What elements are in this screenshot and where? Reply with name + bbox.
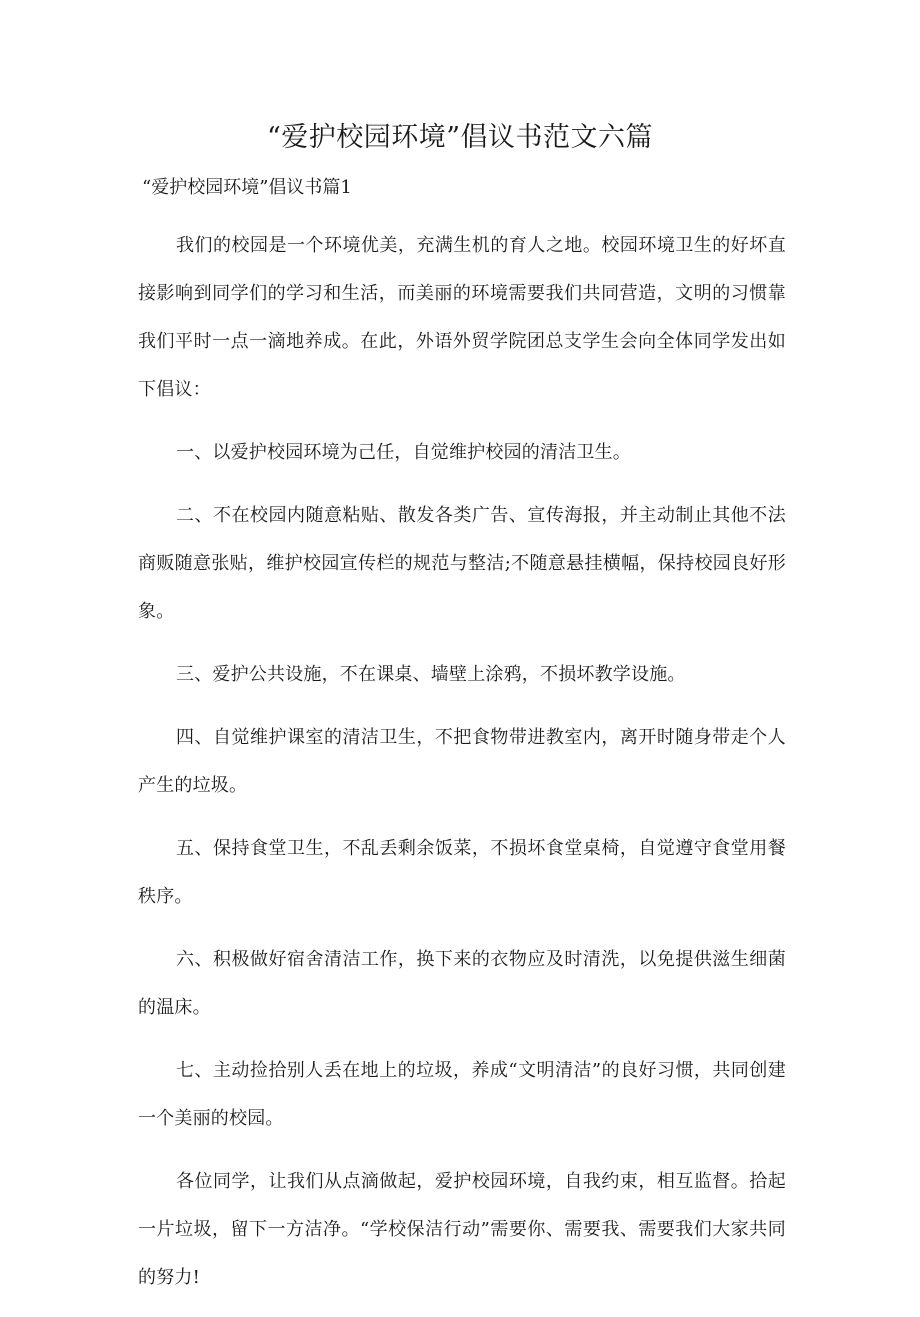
paragraph-intro: 我们的校园是一个环境优美，充满生机的育人之地。校园环境卫生的好坏直接影响到同学们的学习和生活，而美丽的环境需要我们共同营造，文明的习惯靠我们平时一点一滴地养成。在此，外语外贸学院团总支学生会向全体同学发出如下倡议： [138, 235, 786, 400]
document-title: “爱护校园环境”倡议书范文六篇 [266, 122, 654, 153]
paragraph-item-1: 一、以爱护校园环境为己任，自觉维护校园的清洁卫生。 [176, 442, 631, 463]
paragraph-item-3: 三、爱护公共设施，不在课桌、墙壁上涂鸦，不损坏教学设施。 [176, 664, 686, 685]
paragraph-item-6: 六、积极做好宿舍清洁工作，换下来的衣物应及时清洗，以免提供滋生细菌的温床。 [138, 949, 786, 1018]
paragraph-item-2: 二、不在校园内随意粘贴、散发各类广告、宣传海报，并主动制止其他不法商贩随意张贴，维护校园宣传栏的规范与整洁;不随意悬挂横幅，保持校园良好形象。 [138, 505, 786, 622]
document-body [138, 222, 786, 1317]
section-heading: “爱护校园环境”倡议书篇1 [142, 177, 352, 198]
paragraph-item-7: 七、主动捡拾别人丢在地上的垃圾，养成“文明清洁”的良好习惯，共同创建一个美丽的校园。 [138, 1060, 786, 1129]
paragraph-closing: 各位同学，让我们从点滴做起，爱护校园环境，自我约束，相互监督。拾起一片垃圾，留下一方洁净。“学校保洁行动”需要你、需要我、需要我们大家共同的努力! [138, 1171, 786, 1288]
paragraph-item-5: 五、保持食堂卫生，不乱丢剩余饭菜，不损坏食堂桌椅，自觉遵守食堂用餐秩序。 [138, 838, 786, 907]
paragraph-item-4: 四、自觉维护课室的清洁卫生，不把食物带进教室内，离开时随身带走个人产生的垃圾。 [138, 727, 786, 796]
